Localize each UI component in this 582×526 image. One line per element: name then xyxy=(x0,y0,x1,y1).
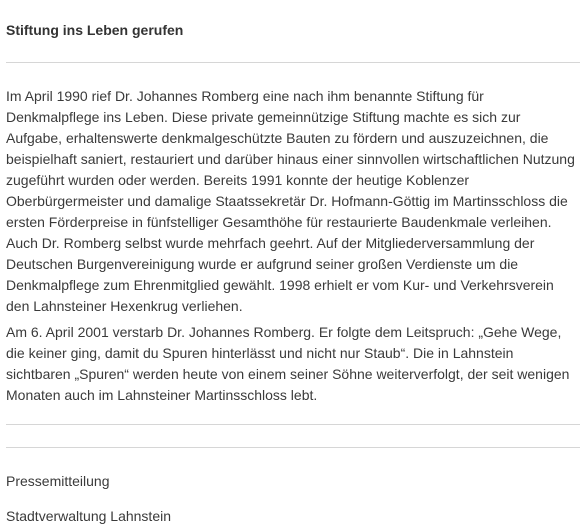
divider xyxy=(6,447,580,448)
divider xyxy=(6,424,580,425)
source-label: Stadtverwaltung Lahnstein xyxy=(6,508,171,524)
article-paragraph-1: Im April 1990 rief Dr. Johannes Romberg eine nach ihm benannte Stiftung für Denkmalpflege ins Leben. Diese private gemeinnützige Stiftung machte es sich zur Aufgabe, erhaltenswerte denkmalgeschützte Bauten zu fördern und auszuzeichnen, die beispielhaft saniert, restauriert und darüber hinaus einer sinnvollen wirtschaftlichen Nutzung zugeführt wurden oder werden. Bereits 1991 konnte der heutige Koblenzer Oberbürgermeister und damalige Staatssekretär Dr. Hofmann-Göttig im Martinsschloss die ersten Förderpreise in fünfstelliger Gesamthöhe für restaurierte Baudenkmale verleihen. Auch Dr. Romberg selbst wurde mehrfach geehrt. Auf der Mitgliederversammlung der Deutschen Burgenvereinigung wurde er aufgrund seiner großen Verdienste um die Denkmalpflege zum Ehrenmitglied gewählt. 1998 erhielt er vom Kur- und Verkehrsverein den Lahnsteiner Hexenkrug verliehen. xyxy=(6,88,575,314)
press-release-label: Pressemitteilung xyxy=(6,473,110,489)
article-paragraph-2: Am 6. April 2001 verstarb Dr. Johannes Romberg. Er folgte dem Leitspruch: „Gehe Wege, die keiner ging, damit du Spuren hinterlässt und nicht nur Staub“. Die in Lahnstein sichtbaren „Spuren“ werden heute von einem seiner Söhne weiterverfolgt, der seit wenigen Monaten auch im Lahnsteiner Martinsschloss lebt. xyxy=(6,324,570,403)
article-heading: Stiftung ins Leben gerufen xyxy=(6,22,184,38)
divider xyxy=(6,62,580,63)
